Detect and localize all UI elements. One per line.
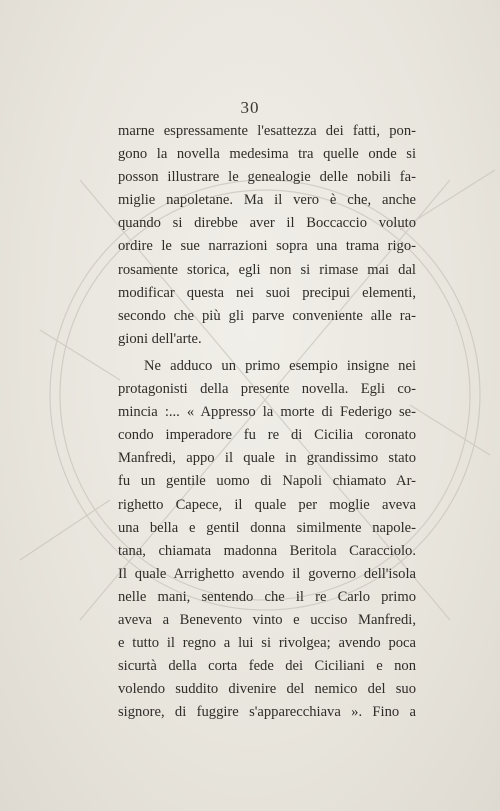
text-line: sicurtà della corta fede dei Ciciliani e non (118, 658, 416, 675)
paragraph (118, 355, 416, 725)
text-line: marne espressamente l'esattezza dei fatti, pon- (118, 123, 416, 139)
page-number: 30 (240, 98, 260, 117)
text-line: rosamente storica, egli non si rimase mai dal (118, 261, 416, 278)
text-line: nelle mani, sentendo che il re Carlo primo (118, 588, 416, 605)
text-line: fu un gentile uomo di Napoli chiamato Ar- (118, 473, 416, 490)
text-line: gono la novella medesima tra quelle onde si (118, 146, 416, 163)
text-line: posson illustrare le genealogie delle nobili fa- (118, 169, 416, 186)
paragraph (118, 120, 416, 351)
text-line: e tutto il regno a lui si rivolgea; avendo poca (118, 635, 416, 652)
text-line: Ne adduco un primo esempio insigne nei (144, 357, 416, 374)
text-line: righetto Capece, il quale per moglie aveva (118, 496, 416, 513)
text-line: volendo suddito divenire del nemico del suo (118, 681, 416, 698)
text-line: Manfredi, appo il quale in grandissimo stato (118, 450, 416, 467)
text-line: secondo che più gli parve conveniente alle ra- (118, 307, 416, 324)
text-line: condo imperadore fu re di Cicilia coronato (118, 427, 416, 444)
text-line: una bella e gentil donna similmente napole- (118, 519, 416, 536)
text-line: miglie napoletane. Ma il vero è che, anche (118, 192, 416, 209)
text-line: mincia :... « Appresso la morte di Federigo se- (118, 404, 416, 421)
text-line: ordire le sue narrazioni sopra una trama rigo- (118, 238, 416, 255)
text-line: aveva a Benevento vinto e ucciso Manfredi, (118, 611, 416, 628)
text-line: gioni dell'arte. (118, 330, 202, 347)
body-text (118, 120, 416, 724)
text-line: signore, di fuggire s'apparecchiava ». Fino a (118, 704, 416, 721)
text-line: quando si direbbe aver il Boccaccio voluto (118, 215, 416, 232)
text-line: tana, chiamata madonna Beritola Caracciolo. (118, 542, 416, 559)
text-line: modificar questa nei suoi precipui elementi, (118, 284, 416, 301)
text-line: Il quale Arrighetto avendo il governo dell'isola (118, 565, 416, 582)
text-line: protagonisti della presente novella. Egli co- (118, 381, 416, 398)
